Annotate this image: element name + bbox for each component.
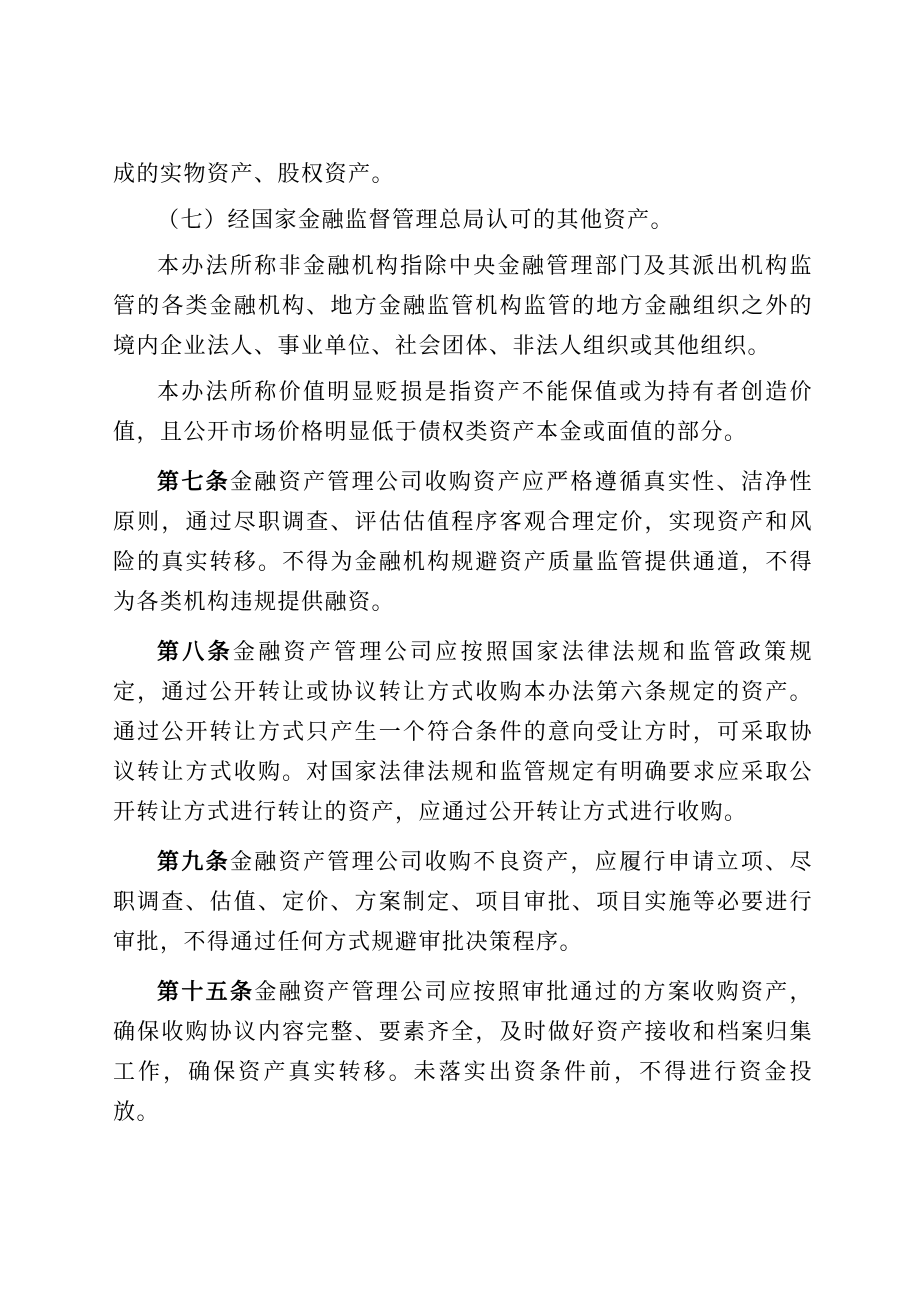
document-body	[113, 155, 813, 1133]
paragraph-item-seven	[113, 201, 813, 241]
paragraph-text: 金融资产管理公司应按照国家法律法规和监管政策规定，通过公开转让或协议转让方式收购本办法第六条规定的资产。通过公开转让方式只产生一个符合条件的意向受让方时，可采取协议转让方式收购。对国家法律法规和监管规定有明确要求应采取公开转让方式进行转让的资产，应通过公开转让方式进行收购。	[113, 640, 813, 825]
paragraph-article-8	[113, 632, 813, 833]
article-number: 第九条	[157, 849, 230, 875]
paragraph-article-9	[113, 842, 813, 963]
paragraph-article-15	[113, 972, 813, 1133]
paragraph-text: 成的实物资产、股权资产。	[113, 162, 396, 187]
article-number: 第十五条	[157, 979, 255, 1005]
paragraph-text: （七）经国家金融监督管理总局认可的其他资产。	[157, 208, 675, 233]
paragraph-text: 本办法所称价值明显贬损是指资产不能保值或为持有者创造价值，且公开市场价格明显低于债权类资产本金或面值的部分。	[113, 380, 813, 445]
paragraph-value-impairment-definition	[113, 373, 813, 453]
article-number: 第七条	[157, 469, 230, 495]
article-number: 第八条	[157, 639, 233, 665]
paragraph-text: 金融资产管理公司收购不良资产，应履行申请立项、尽职调查、估值、定价、方案制定、项目审批、项目实施等必要进行审批，不得通过任何方式规避审批决策程序。	[113, 850, 813, 955]
paragraph-article-7	[113, 462, 813, 623]
paragraph-continuation	[113, 155, 813, 195]
paragraph-text: 本办法所称非金融机构指除中央金融管理部门及其派出机构监管的各类金融机构、地方金融监管机构监管的地方金融组织之外的境内企业法人、事业单位、社会团体、非法人组织或其他组织。	[113, 254, 813, 359]
paragraph-text: 金融资产管理公司收购资产应严格遵循真实性、洁净性原则，通过尽职调查、评估估值程序客观合理定价，实现资产和风险的真实转移。不得为金融机构规避资产质量监管提供通道，不得为各类机构违规提供融资。	[113, 470, 813, 615]
paragraph-text: 金融资产管理公司应按照审批通过的方案收购资产，确保收购协议内容完整、要素齐全，及时做好资产接收和档案归集工作，确保资产真实转移。未落实出资条件前，不得进行资金投放。	[113, 980, 813, 1125]
paragraph-non-financial-definition	[113, 247, 813, 367]
